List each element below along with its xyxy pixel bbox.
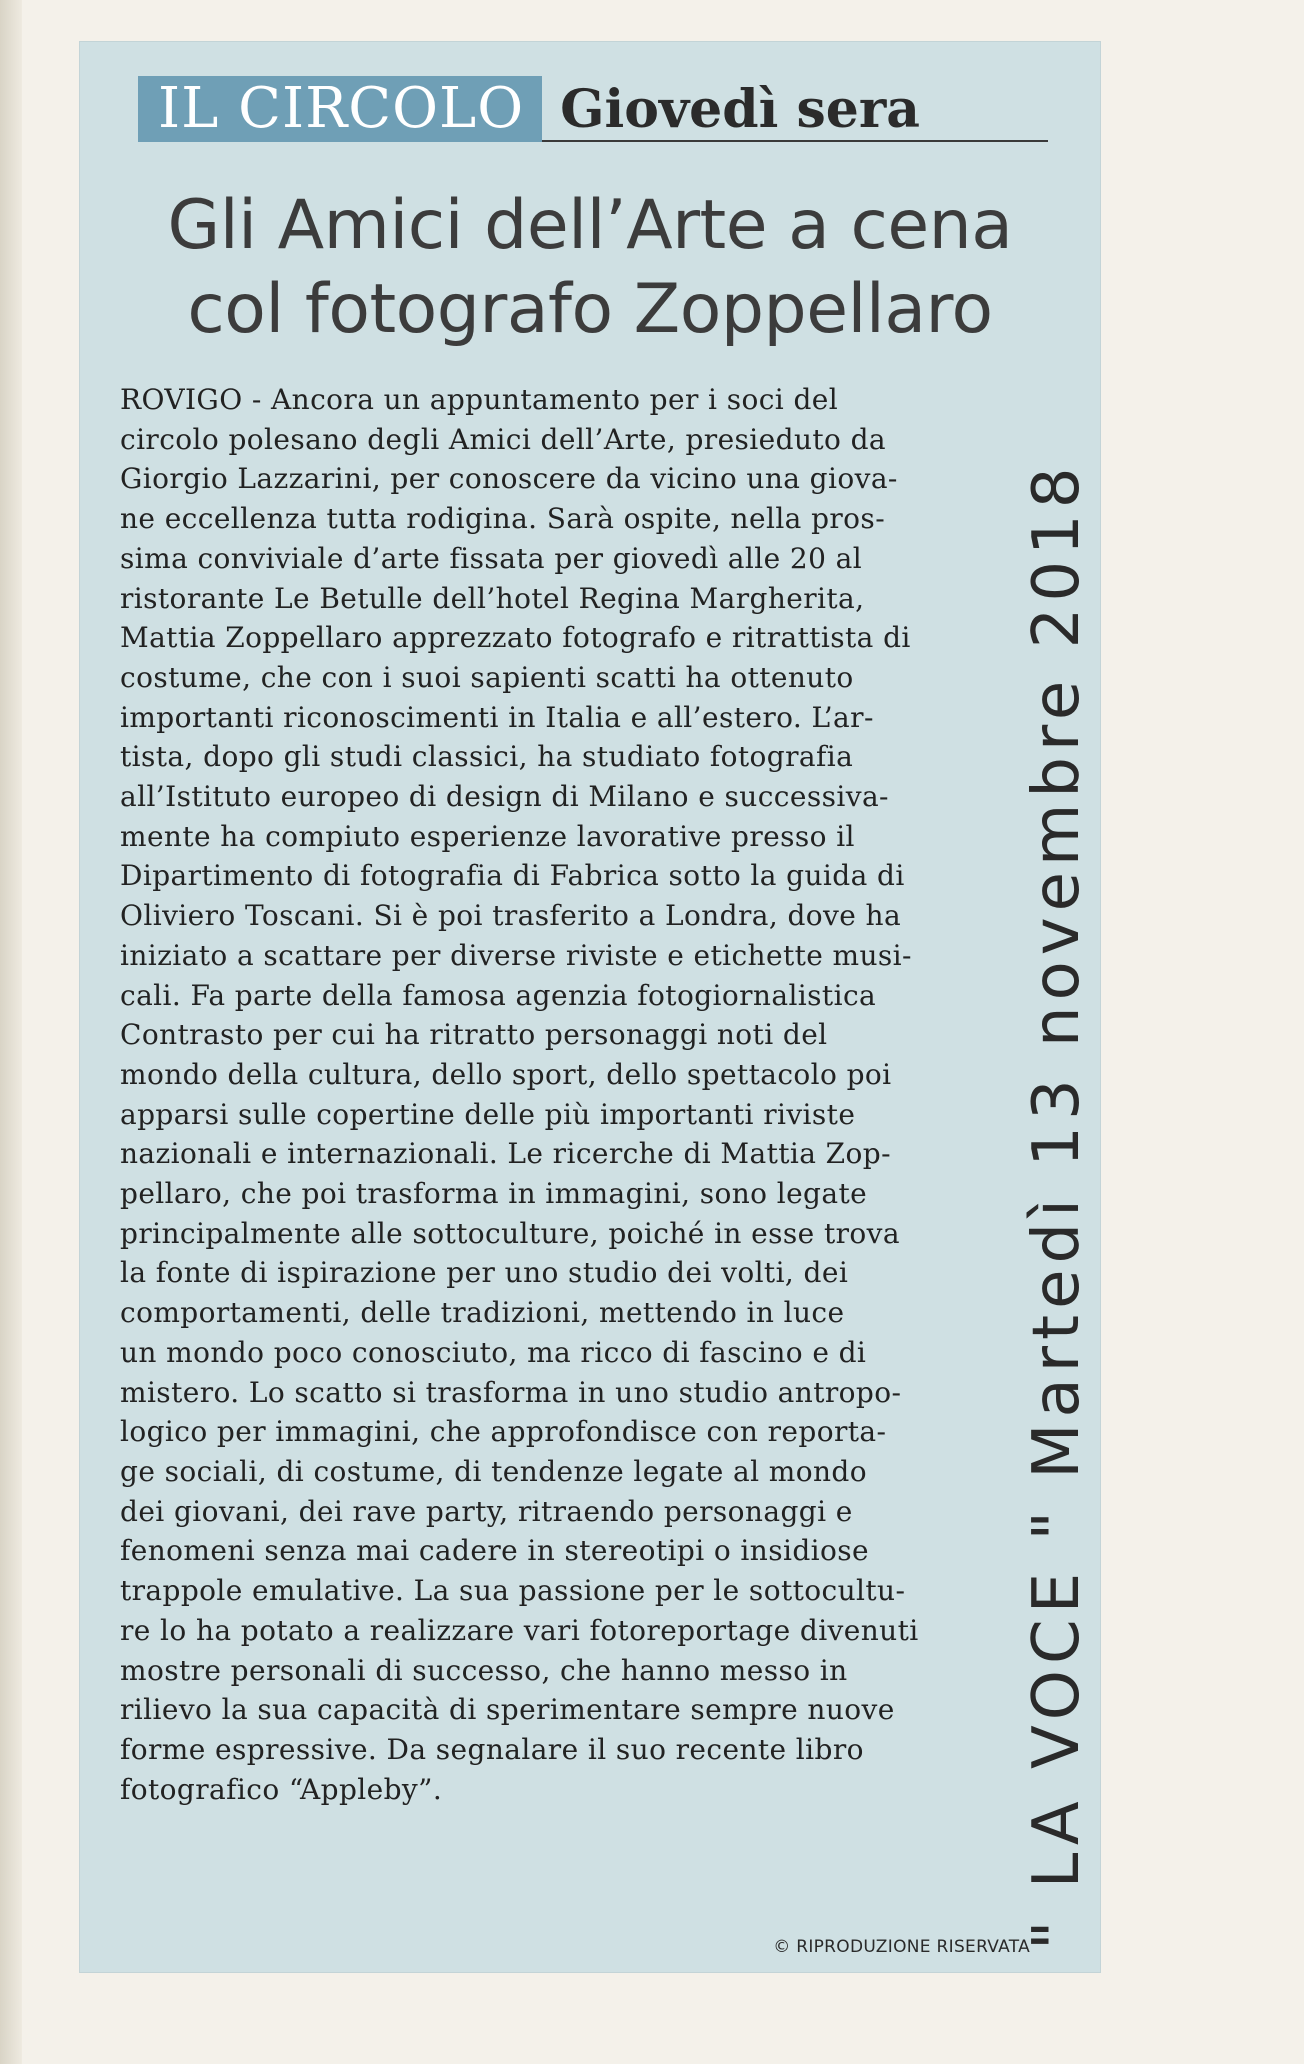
body-line: importanti riconoscimenti in Italia e all’estero. L’ar- [120, 700, 874, 734]
body-line: costume, che con i suoi sapienti scatti ha ottenuto [120, 660, 854, 694]
body-line: principalmente alle sottoculture, poiché in esse trova [120, 1216, 900, 1250]
body-line: Mattia Zoppellaro apprezzato fotografo e ritrattista di [120, 621, 911, 655]
body-line: all’Istituto europeo di design di Milano e successiva- [120, 780, 889, 814]
body-line: apparsi sulle copertine delle più importanti riviste [120, 1097, 856, 1131]
kicker-subtitle: Giovedì sera [542, 80, 1048, 142]
body-line: fenomeni senza mai cadere in stereotipi o insidiose [120, 1534, 870, 1568]
body-line: Oliviero Toscani. Si è poi trasferito a Londra, dove ha [120, 899, 902, 933]
body-line: Contrasto per cui ha ritratto personaggi noti del [120, 1018, 828, 1052]
paper-edge [0, 0, 22, 2064]
body-line: sima conviviale d’arte fissata per giovedì alle 20 al [120, 541, 863, 575]
body-line: nazionali e internazionali. Le ricerche di Mattia Zop- [120, 1137, 891, 1171]
handwritten-note: " LA VOCE " Martedì 13 novembre 2018 [1020, 461, 1094, 1950]
body-line: trappole emulative. La sua passione per le sottocultu- [120, 1574, 906, 1608]
body-line: logico per immagini, che approfondisce con reporta- [120, 1415, 887, 1449]
body-line: rilievo la sua capacità di sperimentare sempre nuove [120, 1693, 895, 1727]
body-line: mistero. Lo scatto si trasforma in uno studio antropo- [120, 1375, 902, 1409]
body-line: cali. Fa parte della famosa agenzia fotogiornalistica [120, 978, 877, 1012]
article-body [120, 380, 1058, 1809]
body-line: ROVIGO - Ancora un appuntamento per i soci del [120, 383, 839, 416]
body-line: tista, dopo gli studi classici, ha studiato fotografia [120, 740, 854, 774]
kicker [138, 76, 1048, 142]
body-line: mostre personali di successo, che hanno messo in [120, 1653, 848, 1687]
body-line: comportamenti, delle tradizioni, mettendo in luce [120, 1296, 845, 1330]
body-line: forme espressive. Da segnalare il suo recente libro [120, 1732, 864, 1766]
body-line: mente ha compiuto esperienze lavorative presso il [120, 819, 855, 853]
body-line: Dipartimento di fotografia di Fabrica sotto la guida di [120, 859, 905, 893]
body-line: un mondo poco conosciuto, ma ricco di fascino e di [120, 1335, 867, 1369]
headline [120, 184, 1060, 352]
body-line: ne eccellenza tutta rodigina. Sarà ospite, nella pros- [120, 502, 886, 536]
newspaper-clipping [80, 42, 1100, 1972]
body-line: fotografico “Appleby”. [120, 1772, 443, 1806]
body-line: Giorgio Lazzarini, per conoscere da vicino una giova- [120, 462, 898, 496]
body-line: dei giovani, dei rave party, ritraendo personaggi e [120, 1494, 853, 1528]
headline-line-1: Gli Amici dell’Arte a cena [167, 186, 1013, 265]
headline-line-2: col fotografo Zoppellaro [187, 270, 993, 349]
body-line: ge sociali, di costume, di tendenze legate al mondo [120, 1454, 867, 1488]
body-line: la fonte di ispirazione per uno studio dei volti, dei [120, 1256, 849, 1290]
body-line: mondo della cultura, dello sport, dello spettacolo poi [120, 1057, 892, 1091]
body-line: ristorante Le Betulle dell’hotel Regina Margherita, [120, 581, 865, 615]
body-line: re lo ha potato a realizzare vari fotoreportage divenuti [120, 1613, 919, 1647]
copyright-notice: © RIPRODUZIONE RISERVATA [773, 1937, 1030, 1957]
body-line: iniziato a scattare per diverse riviste e etichette musi- [120, 938, 912, 972]
section-tag: IL CIRCOLO [138, 76, 542, 142]
body-line: circolo polesano degli Amici dell’Arte, presieduto da [120, 422, 887, 456]
body-line: pellaro, che poi trasforma in immagini, sono legate [120, 1177, 868, 1211]
